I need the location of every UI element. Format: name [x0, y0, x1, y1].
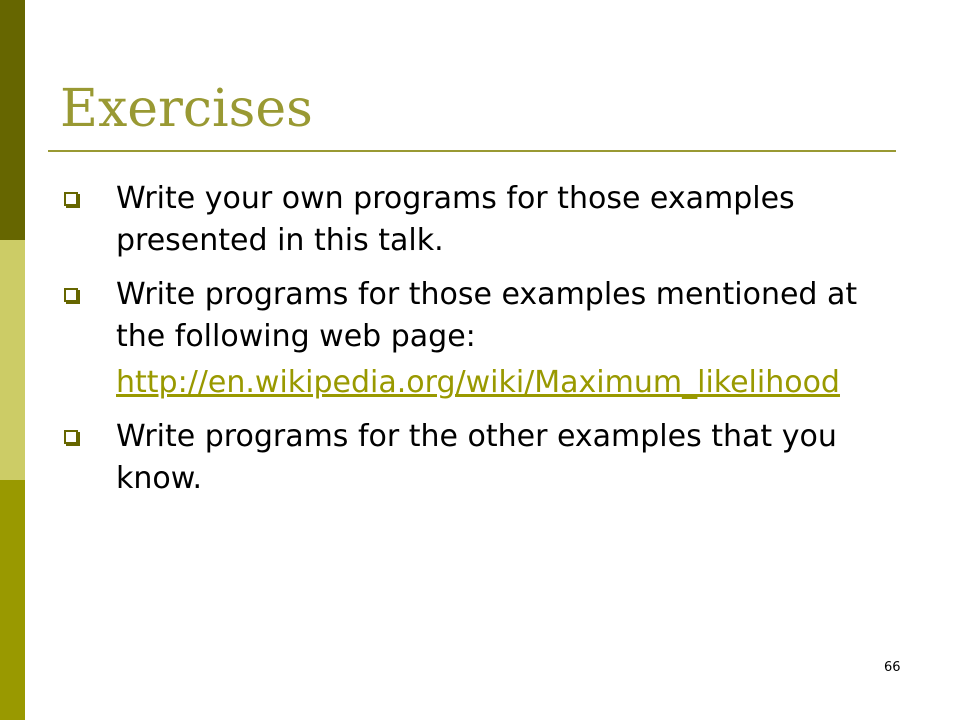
bullet-item: [60, 274, 900, 358]
square-bullet-icon: [64, 192, 78, 206]
bullet-item: [60, 416, 900, 500]
bullet-text: Write programs for those examples mentioned at the following web page:: [116, 277, 858, 354]
sidebar-middle-block: [0, 240, 25, 480]
link-line: [60, 362, 900, 404]
page-number: 66: [884, 660, 901, 675]
bullet-text: Write your own programs for those examples presented in this talk.: [116, 181, 795, 258]
sidebar-top-block: [0, 0, 25, 240]
bullet-list: [60, 178, 900, 512]
sidebar-bottom-block: [0, 480, 25, 720]
wikipedia-link[interactable]: http://en.wikipedia.org/wiki/Maximum_likelihood: [116, 365, 840, 400]
bullet-item: [60, 178, 900, 262]
square-bullet-icon: [64, 288, 78, 302]
title-divider: [48, 150, 896, 152]
slide-title: Exercises: [60, 79, 313, 139]
bullet-text: Write programs for the other examples that you know.: [116, 419, 837, 496]
square-bullet-icon: [64, 430, 78, 444]
